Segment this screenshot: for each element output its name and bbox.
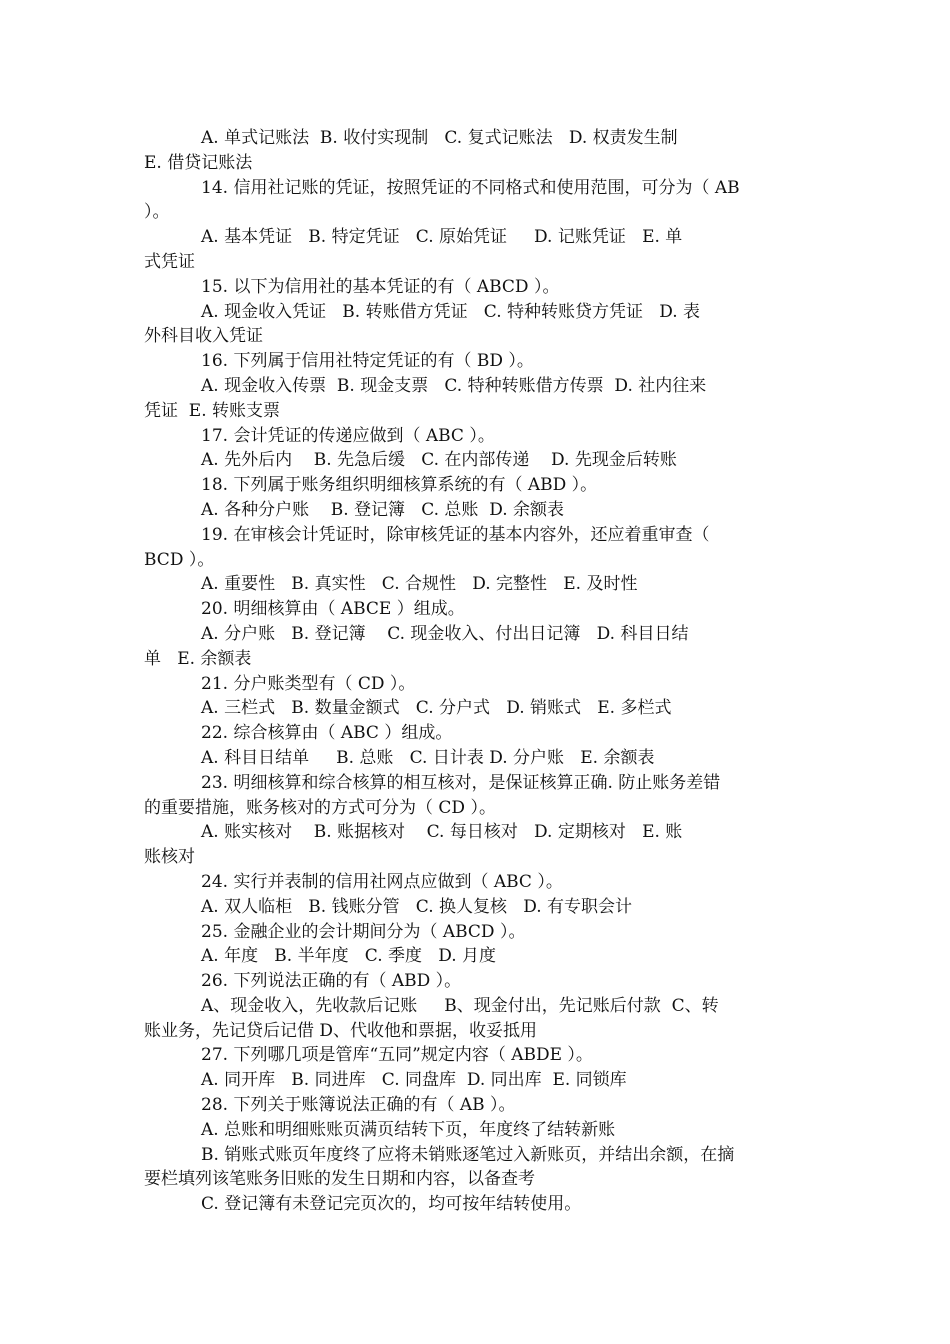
text-line: 外科目收入凭证 (144, 326, 263, 347)
text-line: A. 各种分户账 B. 登记簿 C. 总账 D. 余额表 (201, 499, 565, 520)
text-line: A. 先外后内 B. 先急后缓 C. 在内部传递 D. 先现金后转账 (201, 450, 677, 471)
text-line: A. 单式记账法 B. 收付实现制 C. 复式记账法 D. 权责发生制 (201, 128, 678, 148)
text-line: 凭证 E. 转账支票 (144, 400, 281, 421)
text-line: 17. 会计凭证的传递应做到（ ABC ）。 (201, 425, 495, 446)
text-line: A. 三栏式 B. 数量金额式 C. 分户式 D. 销账式 E. 多栏式 (201, 698, 672, 719)
text-line: A. 现金收入传票 B. 现金支票 C. 特种转账借方传票 D. 社内往来 (201, 375, 707, 396)
text-line: A. 年度 B. 半年度 C. 季度 D. 月度 (201, 946, 497, 967)
text-line: 25. 金融企业的会计期间分为（ ABCD ）。 (201, 921, 526, 942)
text-line: A. 总账和明细账账页满页结转下页，年度终了结转新账 (201, 1119, 616, 1140)
text-line: C. 登记簿有未登记完页次的，均可按年结转使用。 (201, 1194, 582, 1215)
text-line: 24. 实行并表制的信用社网点应做到（ ABC ）。 (201, 871, 563, 892)
text-line: 式凭证 (144, 251, 195, 272)
text-line: 22. 综合核算由（ ABC ）组成。 (201, 723, 453, 744)
text-line: 要栏填列该笔账务旧账的发生日期和内容，以备查考 (144, 1169, 535, 1190)
text-line: 账业务，先记贷后记借 D、代收他和票据，收妥抵用 (144, 1020, 538, 1041)
text-line: ）。 (144, 202, 170, 223)
text-line: A. 账实核对 B. 账据核对 C. 每日核对 D. 定期核对 E. 账 (201, 822, 683, 843)
text-line: 账核对 (144, 847, 195, 868)
text-line: 18. 下列属于账务组织明细核算系统的有（ ABD ）。 (201, 475, 598, 496)
text-line: A. 基本凭证 B. 特定凭证 C. 原始凭证 D. 记账凭证 E. 单 (201, 227, 683, 248)
text-line: 19. 在审核会计凭证时，除审核凭证的基本内容外，还应着重审查（ (201, 524, 710, 545)
text-line: 23. 明细核算和综合核算的相互核对，是保证核算正确. 防止账务差错 (201, 772, 721, 793)
text-line: A. 双人临柜 B. 钱账分管 C. 换人复核 D. 有专职会计 (201, 896, 633, 917)
text-line: B. 销账式账页年度终了应将未销账逐笔过入新账页，并结出余额，在摘 (201, 1144, 735, 1165)
text-line: A. 同开库 B. 同进库 C. 同盘库 D. 同出库 E. 同锁库 (201, 1070, 627, 1091)
text-line: 21. 分户账类型有（ CD ）。 (201, 673, 416, 694)
text-line: A、现金收入，先收款后记账 B、现金付出，先记账后付款 C、转 (201, 995, 719, 1016)
text-line: 27. 下列哪几项是管库“五同”规定内容（ ABDE ）。 (201, 1045, 593, 1066)
document-body (144, 126, 808, 1217)
text-line: 20. 明细核算由（ ABCE ）组成。 (201, 599, 465, 620)
text-line: A. 现金收入凭证 B. 转账借方凭证 C. 特种转账贷方凭证 D. 表 (201, 301, 701, 322)
text-line: 28. 下列关于账簿说法正确的有（ AB ）。 (201, 1095, 516, 1116)
text-line: E. 借贷记账法 (144, 152, 253, 173)
text-line: 15. 以下为信用社的基本凭证的有（ ABCD ）。 (201, 276, 560, 297)
text-line: BCD ）。 (144, 549, 215, 570)
text-line: A. 重要性 B. 真实性 C. 合规性 D. 完整性 E. 及时性 (201, 574, 638, 595)
text-line: A. 分户账 B. 登记簿 C. 现金收入、付出日记簿 D. 科目日结 (201, 623, 689, 644)
text-line: 16. 下列属于信用社特定凭证的有（ BD ）。 (201, 351, 534, 372)
text-line: 14. 信用社记账的凭证，按照凭证的不同格式和使用范围，可分为（ AB (201, 177, 740, 198)
text-line: 单 E. 余额表 (144, 648, 252, 669)
text-line: 的重要措施，账务核对的方式可分为（ CD ）。 (144, 797, 496, 818)
text-line: A. 科目日结单 B. 总账 C. 日计表 D. 分户账 E. 余额表 (201, 747, 655, 768)
text-line: 26. 下列说法正确的有（ ABD ）。 (201, 971, 462, 992)
